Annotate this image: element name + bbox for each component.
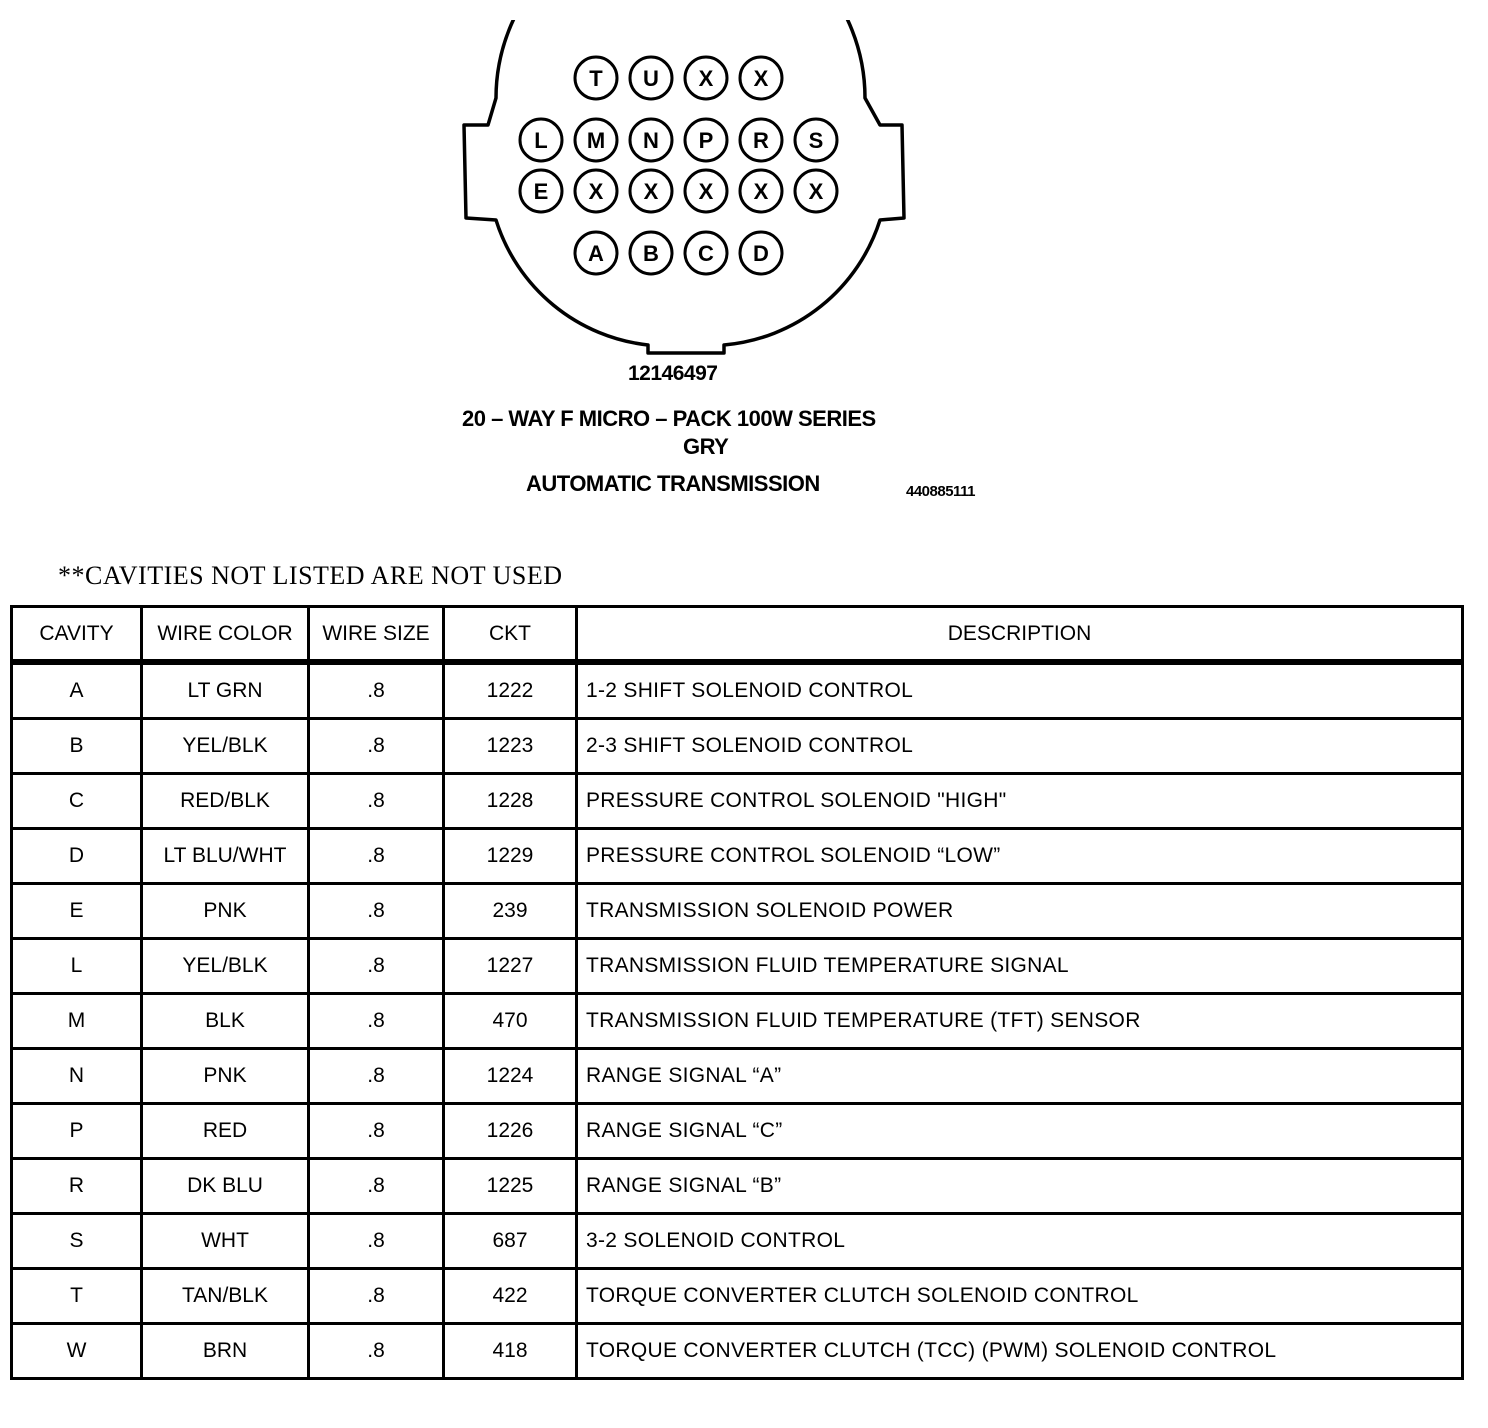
- table-row: [12, 1104, 1463, 1159]
- description-cell: 3-2 SOLENOID CONTROL: [577, 1214, 1463, 1269]
- cavity-note: **CAVITIES NOT LISTED ARE NOT USED: [58, 561, 563, 590]
- description-cell: TRANSMISSION SOLENOID POWER: [577, 884, 1463, 939]
- wire-size-cell: .8: [309, 829, 444, 884]
- ckt-cell: 1225: [444, 1159, 577, 1214]
- description-cell: TORQUE CONVERTER CLUTCH (TCC) (PWM) SOLENOID CONTROL: [577, 1324, 1463, 1379]
- table-row: [12, 662, 1463, 719]
- pinout-table: [10, 605, 1464, 1380]
- cavity-cell: N: [12, 1049, 142, 1104]
- cavity-cell: W: [12, 1324, 142, 1379]
- description-cell: TRANSMISSION FLUID TEMPERATURE (TFT) SENSOR: [577, 994, 1463, 1049]
- table-row: [12, 939, 1463, 994]
- wire-size-cell: .8: [309, 719, 444, 774]
- description-cell: 1-2 SHIFT SOLENOID CONTROL: [577, 662, 1463, 719]
- pin-label: B: [643, 241, 659, 266]
- connector-pin-grid: [520, 57, 837, 274]
- table-row: [12, 1269, 1463, 1324]
- cavity-cell: D: [12, 829, 142, 884]
- wire-color-cell: LT BLU/WHT: [142, 829, 309, 884]
- header-description: DESCRIPTION: [577, 607, 1463, 663]
- description-cell: TRANSMISSION FLUID TEMPERATURE SIGNAL: [577, 939, 1463, 994]
- pin-label: P: [698, 128, 714, 153]
- wire-color-cell: RED: [142, 1104, 309, 1159]
- pin-label: X: [643, 179, 659, 204]
- figure-id: 440885111: [906, 483, 975, 500]
- ckt-cell: 470: [444, 994, 577, 1049]
- cavity-cell: S: [12, 1214, 142, 1269]
- cavity-cell: E: [12, 884, 142, 939]
- pin-label: X: [753, 66, 769, 91]
- pin-label: R: [753, 128, 769, 153]
- description-cell: PRESSURE CONTROL SOLENOID “LOW”: [577, 829, 1463, 884]
- wire-color-cell: BRN: [142, 1324, 309, 1379]
- description-cell: PRESSURE CONTROL SOLENOID "HIGH": [577, 774, 1463, 829]
- wire-size-cell: .8: [309, 1104, 444, 1159]
- pin-label: E: [533, 179, 549, 204]
- pin-label: S: [808, 128, 824, 153]
- wire-color-cell: PNK: [142, 1049, 309, 1104]
- pin-label: M: [586, 128, 606, 153]
- ckt-cell: 1227: [444, 939, 577, 994]
- description-cell: TORQUE CONVERTER CLUTCH SOLENOID CONTROL: [577, 1269, 1463, 1324]
- pinout-table-body: [12, 662, 1463, 1379]
- wire-size-cell: .8: [309, 662, 444, 719]
- pin-label: X: [588, 179, 604, 204]
- wire-color-cell: RED/BLK: [142, 774, 309, 829]
- cavity-cell: P: [12, 1104, 142, 1159]
- connector-color-code: GRY: [683, 434, 729, 459]
- cavity-cell: A: [12, 662, 142, 719]
- ckt-cell: 1229: [444, 829, 577, 884]
- description-cell: RANGE SIGNAL “B”: [577, 1159, 1463, 1214]
- table-row: [12, 1324, 1463, 1379]
- wire-size-cell: .8: [309, 774, 444, 829]
- wire-color-cell: WHT: [142, 1214, 309, 1269]
- wire-color-cell: DK BLU: [142, 1159, 309, 1214]
- pin-label: T: [589, 66, 603, 91]
- table-row: [12, 1049, 1463, 1104]
- wire-color-cell: LT GRN: [142, 662, 309, 719]
- wire-size-cell: .8: [309, 1159, 444, 1214]
- description-cell: RANGE SIGNAL “C”: [577, 1104, 1463, 1159]
- pin-label: D: [753, 241, 769, 266]
- header-cavity: CAVITY: [12, 607, 142, 663]
- ckt-cell: 1223: [444, 719, 577, 774]
- table-row: [12, 1159, 1463, 1214]
- wire-color-cell: YEL/BLK: [142, 939, 309, 994]
- pin-label: X: [698, 179, 714, 204]
- cavity-cell: L: [12, 939, 142, 994]
- pin-label: X: [753, 179, 769, 204]
- table-header-row: [12, 607, 1463, 663]
- wire-color-cell: PNK: [142, 884, 309, 939]
- table-row: [12, 719, 1463, 774]
- ckt-cell: 239: [444, 884, 577, 939]
- pin-label: A: [588, 241, 604, 266]
- cavity-cell: T: [12, 1269, 142, 1324]
- table-row: [12, 1214, 1463, 1269]
- wire-size-cell: .8: [309, 1214, 444, 1269]
- ckt-cell: 687: [444, 1214, 577, 1269]
- ckt-cell: 1222: [444, 662, 577, 719]
- pin-label: C: [698, 241, 714, 266]
- pin-label: X: [808, 179, 824, 204]
- connector-face-diagram: [460, 20, 910, 365]
- cavity-cell: M: [12, 994, 142, 1049]
- wire-size-cell: .8: [309, 1049, 444, 1104]
- cavity-cell: C: [12, 774, 142, 829]
- wire-size-cell: .8: [309, 884, 444, 939]
- ckt-cell: 422: [444, 1269, 577, 1324]
- connector-series-title: 20 – WAY F MICRO – PACK 100W SERIES: [462, 406, 876, 431]
- wire-color-cell: TAN/BLK: [142, 1269, 309, 1324]
- table-row: [12, 994, 1463, 1049]
- table-row: [12, 774, 1463, 829]
- wire-color-cell: BLK: [142, 994, 309, 1049]
- description-cell: RANGE SIGNAL “A”: [577, 1049, 1463, 1104]
- part-number: 12146497: [628, 362, 718, 385]
- cavity-cell: R: [12, 1159, 142, 1214]
- header-wire-color: WIRE COLOR: [142, 607, 309, 663]
- wire-color-cell: YEL/BLK: [142, 719, 309, 774]
- table-row: [12, 829, 1463, 884]
- wire-size-cell: .8: [309, 1269, 444, 1324]
- table-row: [12, 884, 1463, 939]
- ckt-cell: 1224: [444, 1049, 577, 1104]
- ckt-cell: 1226: [444, 1104, 577, 1159]
- connector-application: AUTOMATIC TRANSMISSION: [526, 471, 820, 496]
- wire-size-cell: .8: [309, 939, 444, 994]
- header-ckt: CKT: [444, 607, 577, 663]
- ckt-cell: 418: [444, 1324, 577, 1379]
- pin-label: L: [534, 128, 548, 153]
- wire-size-cell: .8: [309, 1324, 444, 1379]
- description-cell: 2-3 SHIFT SOLENOID CONTROL: [577, 719, 1463, 774]
- header-wire-size: WIRE SIZE: [309, 607, 444, 663]
- pin-label: N: [643, 128, 659, 153]
- cavity-cell: B: [12, 719, 142, 774]
- ckt-cell: 1228: [444, 774, 577, 829]
- pin-label: X: [698, 66, 714, 91]
- wire-size-cell: .8: [309, 994, 444, 1049]
- pin-label: U: [643, 66, 659, 91]
